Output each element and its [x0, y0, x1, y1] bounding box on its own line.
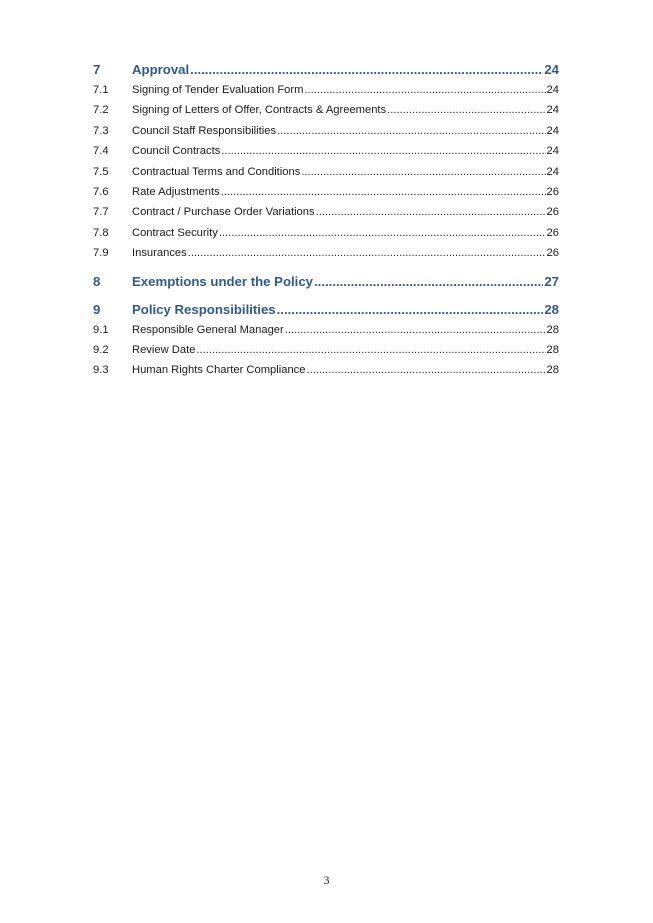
toc-entry-human-rights-charter[interactable] — [93, 364, 559, 384]
toc-entry-review-date[interactable] — [93, 344, 559, 364]
toc-entry-title: Council Staff Responsibilities — [132, 124, 277, 137]
toc-entry-insurances[interactable] — [93, 247, 559, 267]
toc-dot-leader — [221, 186, 546, 198]
toc-entry-title: Contract Security — [132, 226, 218, 239]
toc-entry-number: 7.2 — [93, 104, 109, 117]
toc-entry-page: 24 — [544, 62, 559, 77]
toc-entry-number: 8 — [93, 273, 101, 289]
toc-dot-leader — [387, 104, 545, 116]
toc-dot-leader — [316, 206, 546, 218]
page-number: 3 — [323, 873, 330, 887]
toc-entry-title: Signing of Letters of Offer, Contracts & Agreements — [132, 104, 387, 117]
toc-entry-exemptions[interactable] — [93, 274, 559, 296]
toc-entry-number: 9.2 — [93, 343, 109, 356]
toc-entry-page: 26 — [546, 226, 559, 239]
toc-entry-contract-variations[interactable] — [93, 206, 559, 226]
toc-dot-leader — [190, 62, 543, 77]
toc-entry-page: 28 — [544, 301, 559, 317]
toc-entry-page: 24 — [546, 104, 559, 117]
toc-entry-title: Rate Adjustments — [132, 185, 220, 198]
toc-dot-leader — [188, 247, 546, 259]
toc-entry-title: Human Rights Charter Compliance — [132, 364, 306, 377]
toc-entry-page: 24 — [546, 124, 559, 137]
toc-entry-page: 26 — [546, 185, 559, 198]
toc-entry-title: Approval — [132, 62, 190, 77]
toc-entry-title: Review Date — [132, 343, 196, 356]
toc-dot-leader — [196, 344, 545, 356]
toc-entry-responsible-general-manager[interactable] — [93, 324, 559, 344]
toc-entry-number: 9.3 — [93, 364, 109, 377]
toc-entry-council-contracts[interactable] — [93, 145, 559, 165]
toc-dot-leader — [285, 324, 546, 336]
toc-entry-title: Council Contracts — [132, 145, 221, 158]
toc-entry-page: 28 — [546, 323, 559, 336]
toc-dot-leader — [314, 274, 543, 289]
toc-entry-number: 7.1 — [93, 84, 109, 96]
toc-entry-number: 7.3 — [93, 124, 109, 137]
toc-entry-number: 7.9 — [93, 247, 109, 260]
toc-entry-page: 28 — [546, 364, 559, 377]
toc-dot-leader — [301, 166, 545, 178]
toc-entry-number: 7.8 — [93, 226, 109, 239]
toc-entry-number: 7.5 — [93, 165, 109, 178]
toc-dot-leader — [306, 364, 545, 376]
toc-entry-council-staff-responsibilities[interactable] — [93, 125, 559, 145]
toc-entry-rate-adjustments[interactable] — [93, 186, 559, 206]
toc-entry-policy-responsibilities[interactable] — [93, 302, 559, 324]
toc-entry-title: Contract / Purchase Order Variations — [132, 206, 315, 219]
toc-entry-page: 28 — [546, 343, 559, 356]
toc-dot-leader — [219, 227, 546, 239]
toc-dot-leader — [221, 145, 545, 157]
toc-entry-page: 27 — [544, 273, 559, 289]
toc-entry-title: Insurances — [132, 247, 187, 260]
toc-entry-title: Exemptions under the Policy — [132, 273, 313, 289]
toc-dot-leader — [304, 84, 545, 96]
toc-entry-title: Signing of Tender Evaluation Form — [132, 84, 304, 96]
toc-entry-page: 24 — [546, 145, 559, 158]
toc-entry-page: 26 — [546, 206, 559, 219]
table-of-contents — [93, 62, 559, 385]
toc-entry-number: 7.7 — [93, 206, 109, 219]
toc-entry-page: 24 — [546, 84, 559, 96]
toc-entry-page: 26 — [546, 247, 559, 260]
toc-entry-approval[interactable] — [93, 62, 559, 84]
toc-dot-leader — [277, 125, 545, 137]
toc-entry-signing-tender-evaluation-form[interactable] — [93, 84, 559, 104]
toc-entry-number: 9.1 — [93, 323, 109, 336]
toc-entry-number: 9 — [93, 301, 101, 317]
toc-entry-contractual-terms[interactable] — [93, 166, 559, 186]
toc-entry-title: Policy Responsibilities — [132, 301, 276, 317]
toc-entry-title: Responsible General Manager — [132, 323, 284, 336]
toc-entry-page: 24 — [546, 165, 559, 178]
toc-entry-number: 7 — [93, 62, 101, 77]
toc-entry-signing-letters-of-offer[interactable] — [93, 104, 559, 124]
toc-entry-contract-security[interactable] — [93, 227, 559, 247]
toc-entry-number: 7.6 — [93, 185, 109, 198]
toc-dot-leader — [277, 302, 544, 317]
toc-entry-number: 7.4 — [93, 145, 109, 158]
toc-entry-title: Contractual Terms and Conditions — [132, 165, 301, 178]
